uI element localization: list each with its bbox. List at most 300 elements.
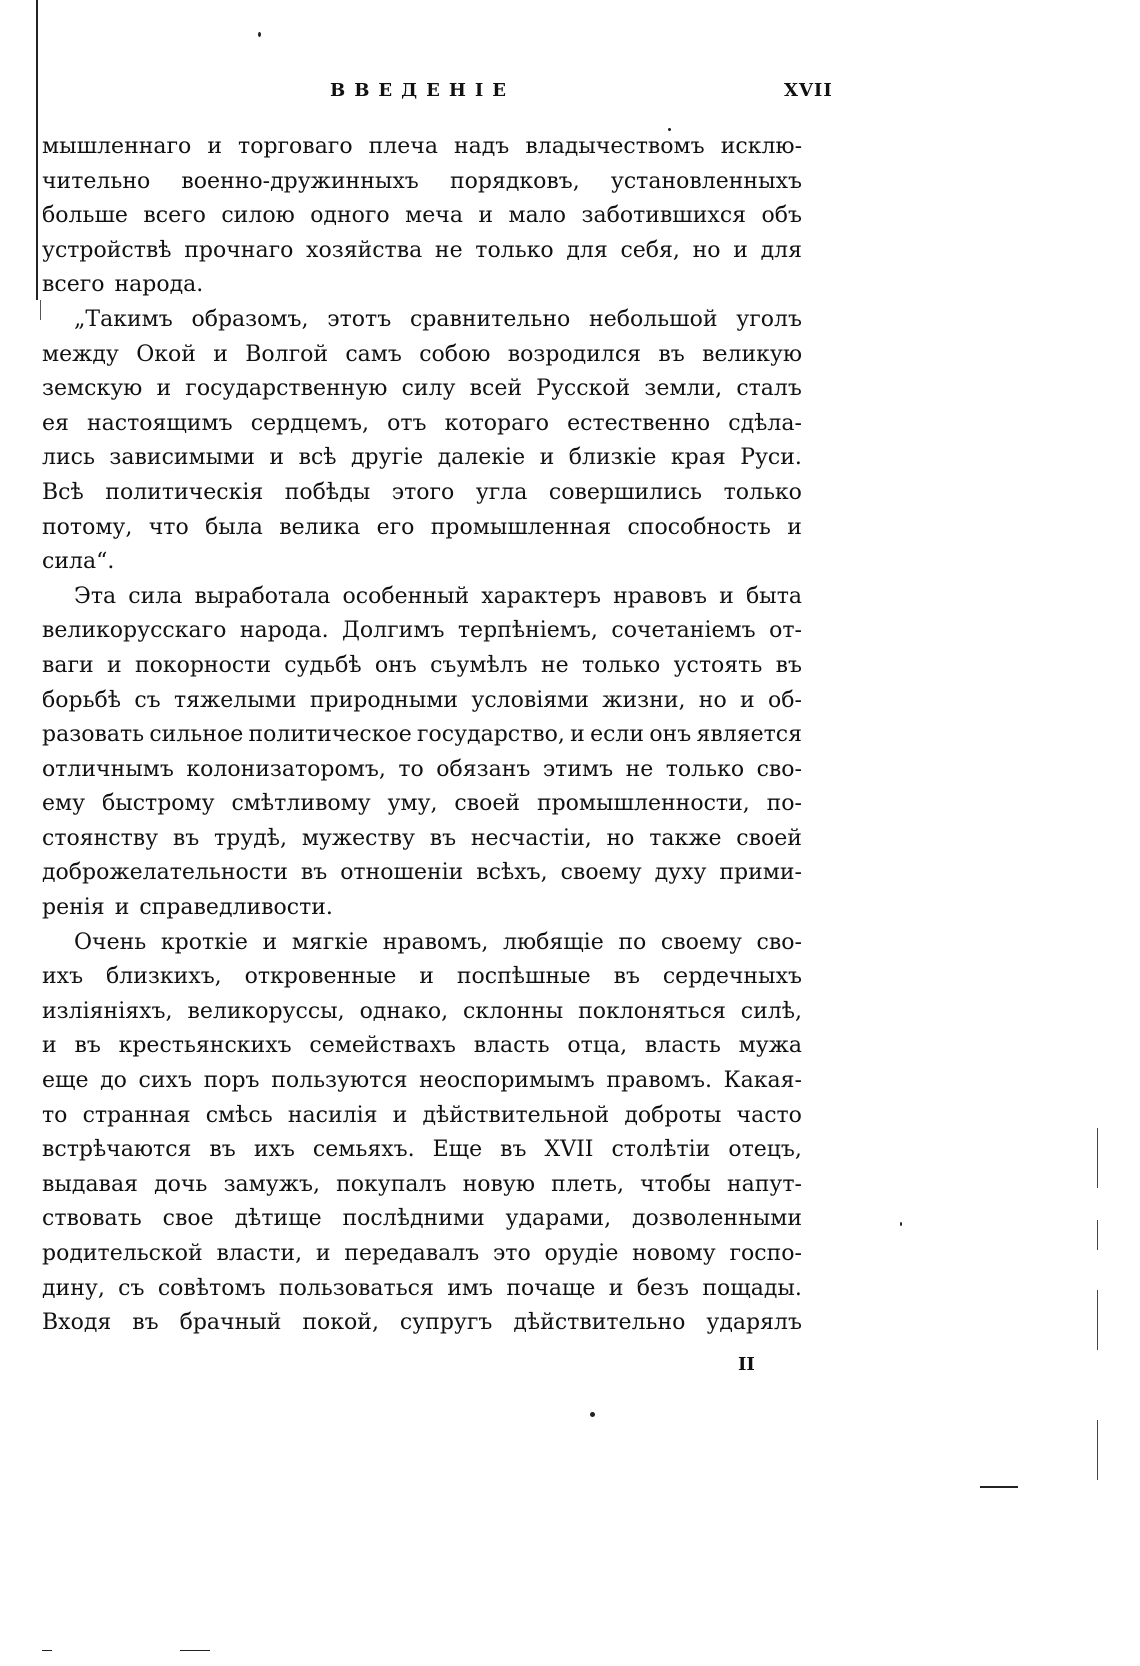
word: дѣйствительно <box>513 1310 686 1336</box>
word: велика <box>279 514 361 540</box>
word: дозволенными <box>631 1206 802 1232</box>
word: силу <box>401 376 456 402</box>
word: ихъ <box>253 1137 295 1163</box>
word: лись <box>42 445 95 471</box>
word: сердцемъ, <box>250 410 369 436</box>
page-number: XVII <box>784 80 833 101</box>
text-line <box>42 511 802 546</box>
word: пользоваться <box>278 1275 434 1301</box>
word: плеча <box>368 134 438 159</box>
word: жизни, <box>602 687 686 713</box>
word: склонны <box>463 998 564 1024</box>
scan-edge-line <box>40 300 41 320</box>
word: по- <box>766 791 802 817</box>
word: другіе <box>351 445 424 471</box>
text-line <box>42 165 802 200</box>
word: и <box>787 514 802 540</box>
word: естественно <box>567 410 711 436</box>
word: порядковъ, <box>449 168 580 194</box>
word: нравомъ, <box>382 929 489 955</box>
word: трудѣ, <box>214 825 288 851</box>
text-line <box>42 1133 802 1168</box>
word: онъ <box>649 722 692 748</box>
word: образомъ, <box>191 306 309 332</box>
word: плеть, <box>551 1171 624 1197</box>
word: нравовъ <box>613 583 708 609</box>
word: условіями <box>471 687 589 713</box>
word: новому <box>632 1241 716 1266</box>
text-line <box>42 1168 802 1203</box>
word: сердечныхъ <box>662 964 802 990</box>
word: ударялъ <box>706 1310 802 1336</box>
word: что <box>148 514 189 540</box>
word: Долгимъ <box>342 618 445 644</box>
word: мягкіе <box>291 929 369 955</box>
word: въ <box>132 1310 159 1336</box>
word: смѣсь <box>205 1102 273 1128</box>
word: хозяйства <box>306 237 423 263</box>
word: въ <box>209 1137 236 1163</box>
text-line <box>42 649 802 684</box>
word: сильное <box>149 722 244 748</box>
word: отношеніи <box>340 860 464 886</box>
word: небольшой <box>589 306 718 332</box>
running-head <box>0 80 1140 108</box>
word: надъ <box>453 134 510 159</box>
word: отличнымъ <box>42 756 174 782</box>
word: сво- <box>756 756 802 782</box>
word: безъ <box>636 1275 690 1301</box>
word: разовать <box>42 722 145 748</box>
word: съ <box>134 687 161 713</box>
word: не <box>434 237 463 263</box>
word: власти, <box>216 1241 303 1266</box>
scan-dash <box>980 1486 1018 1488</box>
word: Эта <box>74 583 117 609</box>
text-line <box>42 580 802 615</box>
text-line <box>42 856 802 891</box>
word: но <box>606 825 635 851</box>
word: по <box>618 929 647 955</box>
word: своему <box>660 929 742 955</box>
word: въ <box>172 825 200 851</box>
word: характеръ <box>481 583 601 609</box>
word: и <box>608 1275 624 1301</box>
word: от- <box>769 618 802 644</box>
word: этого <box>391 479 455 505</box>
word: однако, <box>359 998 449 1024</box>
word: откровенные <box>244 964 397 990</box>
text-line <box>42 1306 802 1341</box>
scan-speck <box>258 32 261 37</box>
word: особенный <box>342 583 470 609</box>
word: насилія <box>287 1102 378 1128</box>
word: не <box>625 756 654 782</box>
word: всего <box>42 272 105 298</box>
word: зависимыми <box>109 445 255 471</box>
text-line <box>42 303 802 338</box>
word: еще <box>42 1068 89 1094</box>
word: и <box>392 1102 408 1128</box>
word: больше <box>42 203 128 229</box>
word: передавалъ <box>344 1241 480 1266</box>
word: онъ <box>374 652 417 678</box>
word: государственную <box>185 376 388 402</box>
text-line <box>42 822 802 857</box>
word: и <box>733 237 748 263</box>
word: Еще <box>432 1137 483 1163</box>
word: поспѣшные <box>456 964 591 990</box>
text-line <box>42 926 802 961</box>
word: семьяхъ. <box>312 1137 415 1163</box>
word: семействахъ <box>309 1033 456 1059</box>
word: своей <box>454 791 521 817</box>
word: госпо- <box>729 1241 802 1266</box>
word: ренія <box>42 895 105 921</box>
text-line <box>42 787 802 822</box>
word: близкіе <box>568 445 657 471</box>
word: встрѣчаются <box>42 1137 192 1163</box>
word: только <box>475 237 554 263</box>
word: пощады. <box>702 1275 802 1301</box>
word: покорности <box>134 652 271 678</box>
body-text <box>42 130 802 1341</box>
word: Какая- <box>723 1068 802 1094</box>
word: терпѣніемъ, <box>457 618 598 644</box>
word: родительской <box>42 1241 203 1266</box>
word: крестьянскихъ <box>118 1033 292 1059</box>
text-line <box>42 1272 802 1307</box>
signature-mark: II <box>738 1354 755 1375</box>
text-line <box>42 1029 802 1064</box>
scan-edge-line <box>1097 1128 1098 1188</box>
word: всѣхъ, <box>476 860 548 886</box>
word: и <box>269 445 285 471</box>
word: быта <box>745 583 802 609</box>
word: Руси. <box>740 445 802 471</box>
word: заботившихся <box>581 203 747 229</box>
word: почаще <box>506 1275 596 1301</box>
word: великоруссы, <box>187 998 345 1024</box>
word: уголъ <box>736 306 802 332</box>
word: Очень <box>74 929 147 955</box>
word: силою <box>221 203 295 229</box>
scan-edge-line <box>1097 1220 1098 1250</box>
word: только <box>723 479 802 505</box>
word: въ <box>300 860 328 886</box>
word: только <box>581 652 661 678</box>
word: любящіе <box>502 929 604 955</box>
word: своему <box>560 860 642 886</box>
word: отца, <box>567 1033 628 1059</box>
word: напут- <box>726 1171 802 1197</box>
word: въ <box>658 341 685 367</box>
word: сво- <box>756 929 802 955</box>
text-line <box>42 718 802 753</box>
word: ея <box>42 410 69 436</box>
word: великую <box>702 341 802 367</box>
word: колонизаторомъ, <box>186 756 386 782</box>
word: покупалъ <box>336 1171 447 1197</box>
word: промышленности, <box>536 791 750 817</box>
word: доброты <box>624 1102 722 1128</box>
word: Окой <box>136 341 196 367</box>
word: духу <box>654 860 707 886</box>
text-line <box>42 1064 802 1099</box>
word: брачный <box>179 1310 282 1336</box>
word: тяжелыми <box>173 687 297 713</box>
word: сочетаніемъ <box>611 618 756 644</box>
word: сихъ <box>138 1068 192 1094</box>
word: сила“. <box>42 549 115 575</box>
word: выработала <box>194 583 331 609</box>
word: мало <box>508 203 566 229</box>
word: дѣйствительной <box>422 1102 610 1128</box>
word: Входя <box>42 1310 112 1336</box>
text-line <box>42 614 802 649</box>
word: великорусскаго <box>42 618 227 644</box>
word: котораго <box>444 410 550 436</box>
word: столѣтіи <box>611 1137 711 1163</box>
word: об- <box>767 687 802 713</box>
word: покой, <box>302 1310 379 1336</box>
text-line <box>42 476 802 511</box>
word: это <box>492 1241 531 1266</box>
word: изліяніяхъ, <box>42 998 173 1024</box>
word: и <box>719 583 734 609</box>
word: свое <box>162 1206 214 1232</box>
word: мужеству <box>301 825 415 851</box>
word: если <box>590 722 645 748</box>
text-line <box>42 891 802 926</box>
word: способность <box>627 514 771 540</box>
word: совѣтомъ <box>157 1275 266 1301</box>
word: одного <box>310 203 390 229</box>
word: ихъ <box>42 964 84 990</box>
word: стоянству <box>42 825 159 851</box>
word: часто <box>736 1102 802 1128</box>
word: является <box>696 722 802 748</box>
word: также <box>649 825 722 851</box>
word: но <box>698 687 727 713</box>
word: возродился <box>507 341 642 367</box>
word: и <box>570 722 585 748</box>
word: въ <box>775 652 802 678</box>
word: и <box>42 1033 57 1059</box>
word: прими- <box>719 860 802 886</box>
word: чтобы <box>640 1171 711 1197</box>
word: орудіе <box>544 1241 619 1266</box>
text-line <box>42 995 802 1030</box>
word: съ <box>118 1275 145 1301</box>
word: не <box>540 652 569 678</box>
word: этимъ <box>542 756 614 782</box>
text-line <box>42 684 802 719</box>
word: смѣтливому <box>231 791 371 817</box>
word: чительно <box>42 168 151 194</box>
word: въ <box>500 1137 527 1163</box>
word: меча <box>405 203 463 229</box>
word: и <box>419 964 434 990</box>
word: Русской <box>536 376 631 402</box>
text-line <box>42 130 802 165</box>
text-line <box>42 545 802 580</box>
word: кроткіе <box>160 929 248 955</box>
word: странная <box>82 1102 191 1128</box>
text-line <box>42 199 802 234</box>
word: замужъ, <box>223 1171 320 1197</box>
word: и <box>207 134 222 159</box>
word: отъ <box>387 410 427 436</box>
word: только <box>665 756 745 782</box>
word: дочь <box>154 1171 208 1197</box>
word: справедливости. <box>139 895 333 921</box>
word: установленныхъ <box>610 168 802 194</box>
scan-edge-line <box>36 0 38 300</box>
word: своей <box>736 825 802 851</box>
word: для <box>566 237 608 263</box>
word: объ <box>761 203 802 229</box>
word: исклю- <box>720 134 802 159</box>
word: и <box>315 1241 331 1266</box>
word: себя, <box>620 237 680 263</box>
word: природными <box>309 687 459 713</box>
word: новую <box>462 1171 536 1197</box>
word: быстрому <box>101 791 215 817</box>
word: народа. <box>114 272 204 298</box>
word: владычествомъ <box>525 134 705 159</box>
word: самъ <box>345 341 402 367</box>
word: потому, <box>42 514 133 540</box>
text-line <box>42 234 802 269</box>
word: торговаго <box>238 134 353 159</box>
word: ударами, <box>505 1206 612 1232</box>
text-line <box>42 441 802 476</box>
word: народа. <box>239 618 329 644</box>
word: съумѣлъ <box>430 652 528 678</box>
word: и <box>262 929 278 955</box>
running-title: ВВЕДЕНІЕ <box>330 80 516 101</box>
word: сила <box>128 583 183 609</box>
word: борьбѣ <box>42 687 122 713</box>
scan-edge-line <box>1097 1420 1098 1480</box>
word: поръ <box>203 1068 260 1094</box>
text-line <box>42 753 802 788</box>
word: имъ <box>447 1275 494 1301</box>
word: уму, <box>387 791 438 817</box>
word: государство, <box>417 722 565 748</box>
word: земли, <box>644 376 723 402</box>
word: промышленная <box>430 514 612 540</box>
scan-edge-line <box>1097 1290 1098 1350</box>
word: Всѣ <box>42 479 84 505</box>
word: военно-дружинныхъ <box>181 168 419 194</box>
word: далекіе <box>437 445 526 471</box>
word: ствовать <box>42 1206 142 1232</box>
word: то <box>42 1102 68 1128</box>
scan-speck <box>900 1222 902 1226</box>
word: собою <box>419 341 491 367</box>
word: судьбѣ <box>284 652 362 678</box>
word: власть <box>473 1033 550 1059</box>
word: угла <box>475 479 528 505</box>
word: этотъ <box>327 306 392 332</box>
word: всего <box>143 203 206 229</box>
word: „Такимъ <box>74 306 173 332</box>
word: власть <box>644 1033 721 1059</box>
word: всѣ <box>298 445 337 471</box>
word: супругъ <box>399 1310 493 1336</box>
word: въ <box>74 1033 101 1059</box>
word: но <box>692 237 721 263</box>
word: и <box>539 445 555 471</box>
word: и <box>106 652 122 678</box>
word: между <box>42 341 119 367</box>
word: и <box>740 687 755 713</box>
word: и <box>114 895 130 921</box>
text-line <box>42 1237 802 1272</box>
text-line <box>42 372 802 407</box>
word: правомъ. <box>606 1068 713 1094</box>
word: дину, <box>42 1275 105 1301</box>
word: до <box>100 1068 127 1094</box>
word: несчастіи, <box>470 825 592 851</box>
text-line <box>42 268 802 303</box>
word: совершились <box>548 479 703 505</box>
scan-dash <box>42 1650 52 1651</box>
word: была <box>205 514 263 540</box>
word: и <box>478 203 494 229</box>
word: въ <box>613 964 640 990</box>
word: доброжелательности <box>42 860 288 886</box>
text-line <box>42 338 802 373</box>
word: его <box>376 514 415 540</box>
word: политическое <box>248 722 412 748</box>
word: сталъ <box>736 376 802 402</box>
word: ему <box>42 791 86 817</box>
word: края <box>670 445 726 471</box>
word: въ <box>429 825 457 851</box>
word: ваги <box>42 652 94 678</box>
word: сравнительно <box>409 306 571 332</box>
word: мужа <box>738 1033 802 1059</box>
word: поклоняться <box>578 998 726 1024</box>
word: отецъ, <box>728 1137 802 1163</box>
word: устоять <box>673 652 763 678</box>
word: политическія <box>105 479 264 505</box>
word: устройствѣ <box>42 237 172 263</box>
word: близкихъ, <box>105 964 222 990</box>
text-line <box>42 960 802 995</box>
word: дѣтище <box>234 1206 322 1232</box>
scan-speck <box>590 1412 595 1417</box>
word: неоспоримымъ <box>419 1068 595 1094</box>
text-line <box>42 407 802 442</box>
word: для <box>760 237 802 263</box>
word: XVII <box>544 1137 594 1163</box>
word: земскую <box>42 376 143 402</box>
word: обязанъ <box>436 756 531 782</box>
word: и <box>156 376 172 402</box>
text-line <box>42 1099 802 1134</box>
word: мышленнаго <box>42 134 192 159</box>
scan-dash <box>180 1650 210 1651</box>
word: силѣ, <box>740 998 802 1024</box>
word: побѣды <box>284 479 371 505</box>
word: выдавая <box>42 1171 138 1197</box>
word: послѣдними <box>342 1206 485 1232</box>
word: и <box>213 341 228 367</box>
